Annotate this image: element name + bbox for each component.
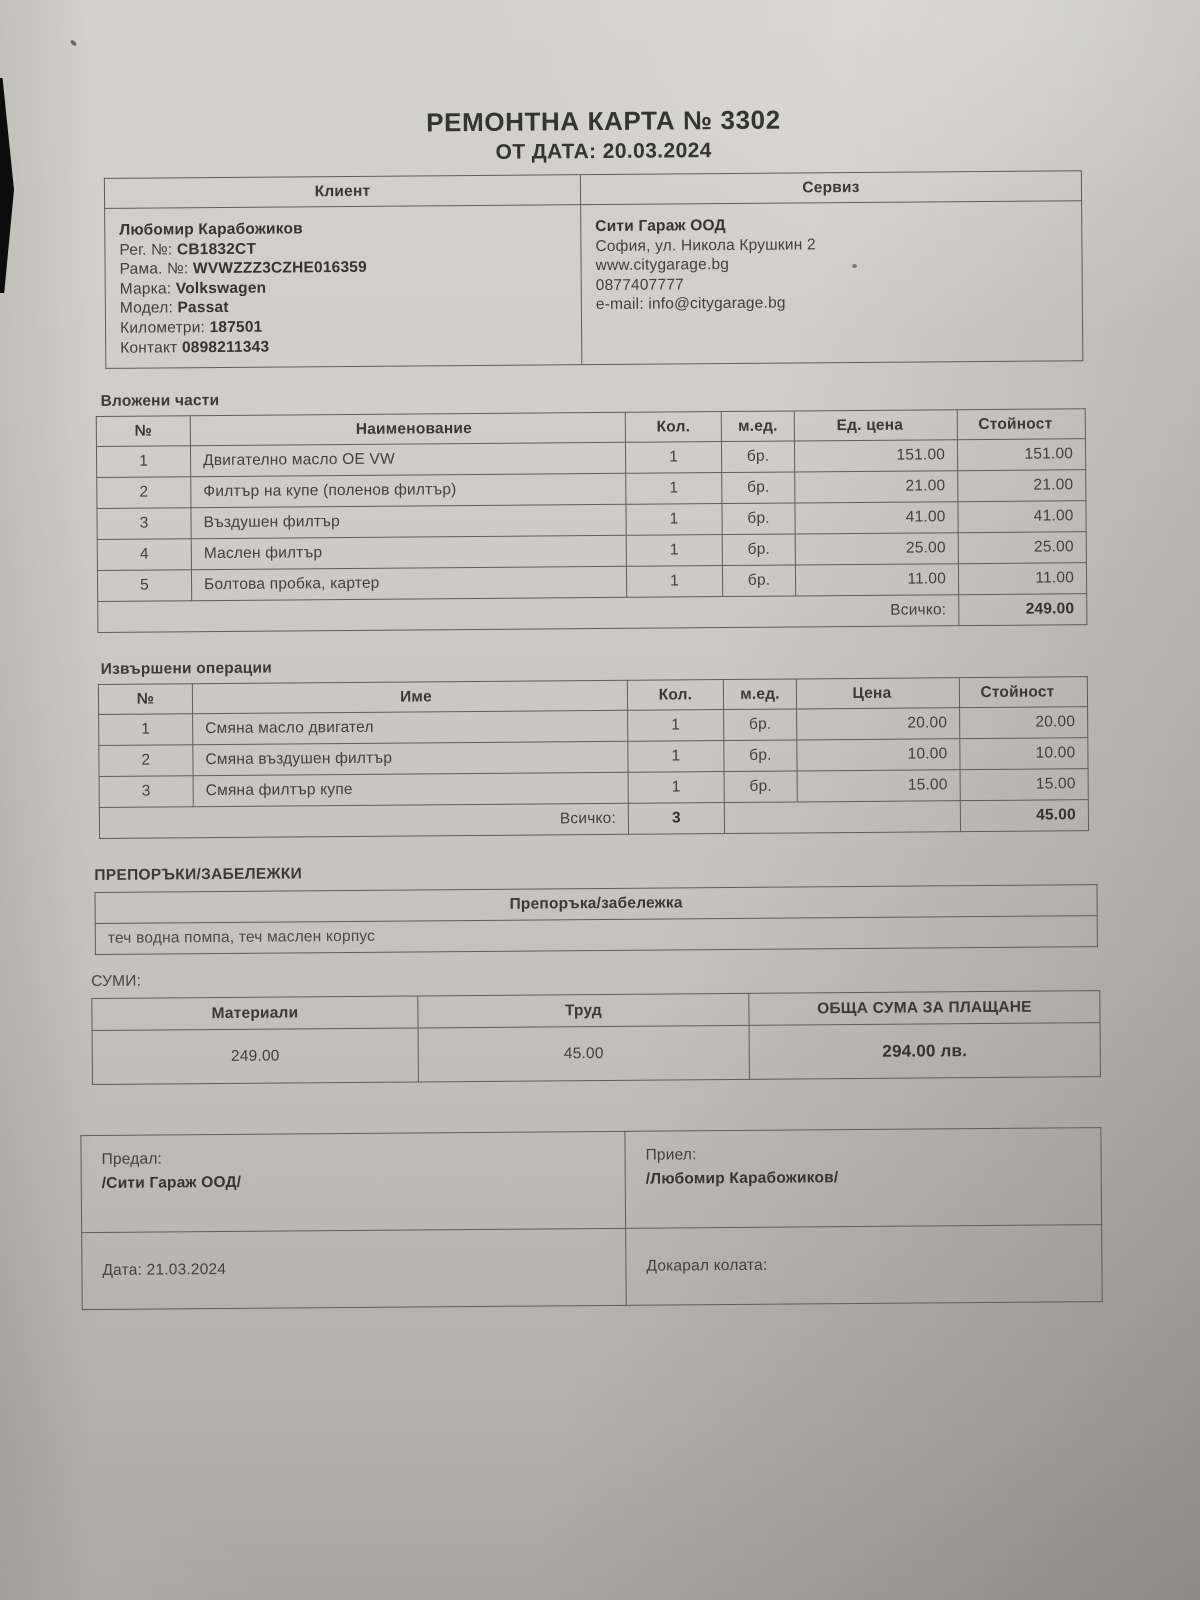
received-label: Приел:	[645, 1146, 697, 1164]
sums-value-row	[92, 1023, 1100, 1085]
labor-total: 45.00	[418, 1026, 749, 1083]
date-row	[82, 1225, 1103, 1310]
parts-total-row	[98, 594, 1087, 633]
service-address: София, ул. Никола Крушкин 2	[595, 235, 816, 255]
operations-table	[98, 676, 1089, 839]
grand-total: 294.00 лв.	[749, 1023, 1100, 1080]
date-cell: Дата: 21.03.2024	[82, 1228, 627, 1309]
delivered-by-cell: Докарал колата:	[626, 1225, 1103, 1306]
operations-total-row	[99, 800, 1088, 839]
parts-section-label: Вложени части	[100, 392, 220, 411]
issued-label: Предал:	[101, 1150, 163, 1169]
client-make-line: Марка: Volkswagen	[119, 279, 267, 298]
operations-total-spacer	[724, 801, 960, 834]
service-email: e-mail: info@citygarage.bg	[595, 294, 786, 314]
issued-by-name: /Сити Гараж ООД/	[101, 1174, 242, 1193]
sums-header-row: Материали Труд ОБЩА СУМА ЗА ПЛАЩАНЕ	[92, 991, 1100, 1031]
signatures-row	[81, 1128, 1102, 1233]
operations-row: 1 Смяна масло двигател 1 бр. 20.00 20.00	[99, 707, 1088, 746]
parts-header-row: № Наименование Кол. м.ед. Ед. цена Стойност	[96, 409, 1085, 447]
operations-row: 2 Смяна въздушен филтър 1 бр. 10.00 10.00	[99, 738, 1088, 777]
client-contact-line: Контакт 0898211343	[120, 338, 270, 357]
operations-total-label: Всичко:	[99, 803, 628, 838]
parts-total-label: Всичко:	[98, 595, 959, 633]
client-km-line: Километри: 187501	[119, 318, 263, 337]
parts-row: 2 Филтър на купе (поленов филтър) 1 бр. 21.00 21.00	[97, 470, 1086, 509]
received-by-cell	[625, 1128, 1102, 1229]
recommendations-header-row: Препоръка/забележка	[95, 885, 1097, 924]
client-service-table	[104, 170, 1083, 369]
parts-row: 4 Маслен филтър 1 бр. 25.00 25.00	[97, 532, 1086, 571]
parts-total-value: 249.00	[959, 594, 1087, 626]
sums-section-label: СУМИ:	[91, 972, 142, 991]
service-info-cell	[581, 201, 1083, 365]
recommendations-table	[94, 884, 1097, 955]
sums-table	[91, 990, 1101, 1085]
operations-total-value: 45.00	[960, 800, 1088, 832]
paper-speck	[852, 264, 857, 268]
operations-total-qty: 3	[628, 803, 724, 835]
document-title	[113, 102, 1093, 168]
client-model-line: Модел: Passat	[119, 299, 229, 318]
service-name: Сити Гараж ООД	[595, 217, 726, 236]
operations-section-label: Извършени операции	[100, 659, 273, 679]
issued-by-cell	[81, 1131, 626, 1232]
repair-card-date: ОТ ДАТА: 20.03.2024	[495, 139, 712, 164]
parts-table	[96, 408, 1088, 633]
service-website: www.citygarage.bg	[595, 256, 730, 275]
service-header: Сервиз	[580, 171, 1081, 205]
parts-row: 3 Въздушен филтър 1 бр. 41.00 41.00	[97, 501, 1086, 540]
parts-row: 5 Болтова пробка, картер 1 бр. 11.00 11.00	[97, 563, 1086, 602]
service-phone: 0877407777	[595, 276, 685, 294]
operations-row: 3 Смяна филтър купе 1 бр. 15.00 15.00	[99, 769, 1088, 808]
recommendation-text: теч водна помпа, теч маслен корпус	[95, 916, 1097, 955]
parts-row: 1 Двигателно масло OE VW 1 бр. 151.00 151.00	[96, 439, 1085, 478]
recommendations-section-label: ПРЕПОРЪКИ/ЗАБЕЛЕЖКИ	[94, 865, 303, 885]
signatures-table	[80, 1127, 1102, 1310]
client-info-cell	[105, 205, 582, 369]
received-by-name: /Любомир Карабожиков/	[645, 1169, 839, 1188]
client-reg-line: Рег. №: CB1832CT	[119, 240, 257, 259]
operations-header-row: № Име Кол. м.ед. Цена Стойност	[98, 677, 1087, 715]
materials-total: 249.00	[92, 1028, 418, 1085]
client-vin-line: Рама. №: WVWZZZ3CZHE016359	[119, 259, 367, 278]
client-header: Клиент	[104, 175, 580, 209]
recommendations-content-row	[95, 916, 1097, 955]
repair-card-number: РЕМОНТНА КАРТА № 3302	[426, 104, 781, 138]
client-name: Любомир Карабожиков	[119, 220, 303, 239]
